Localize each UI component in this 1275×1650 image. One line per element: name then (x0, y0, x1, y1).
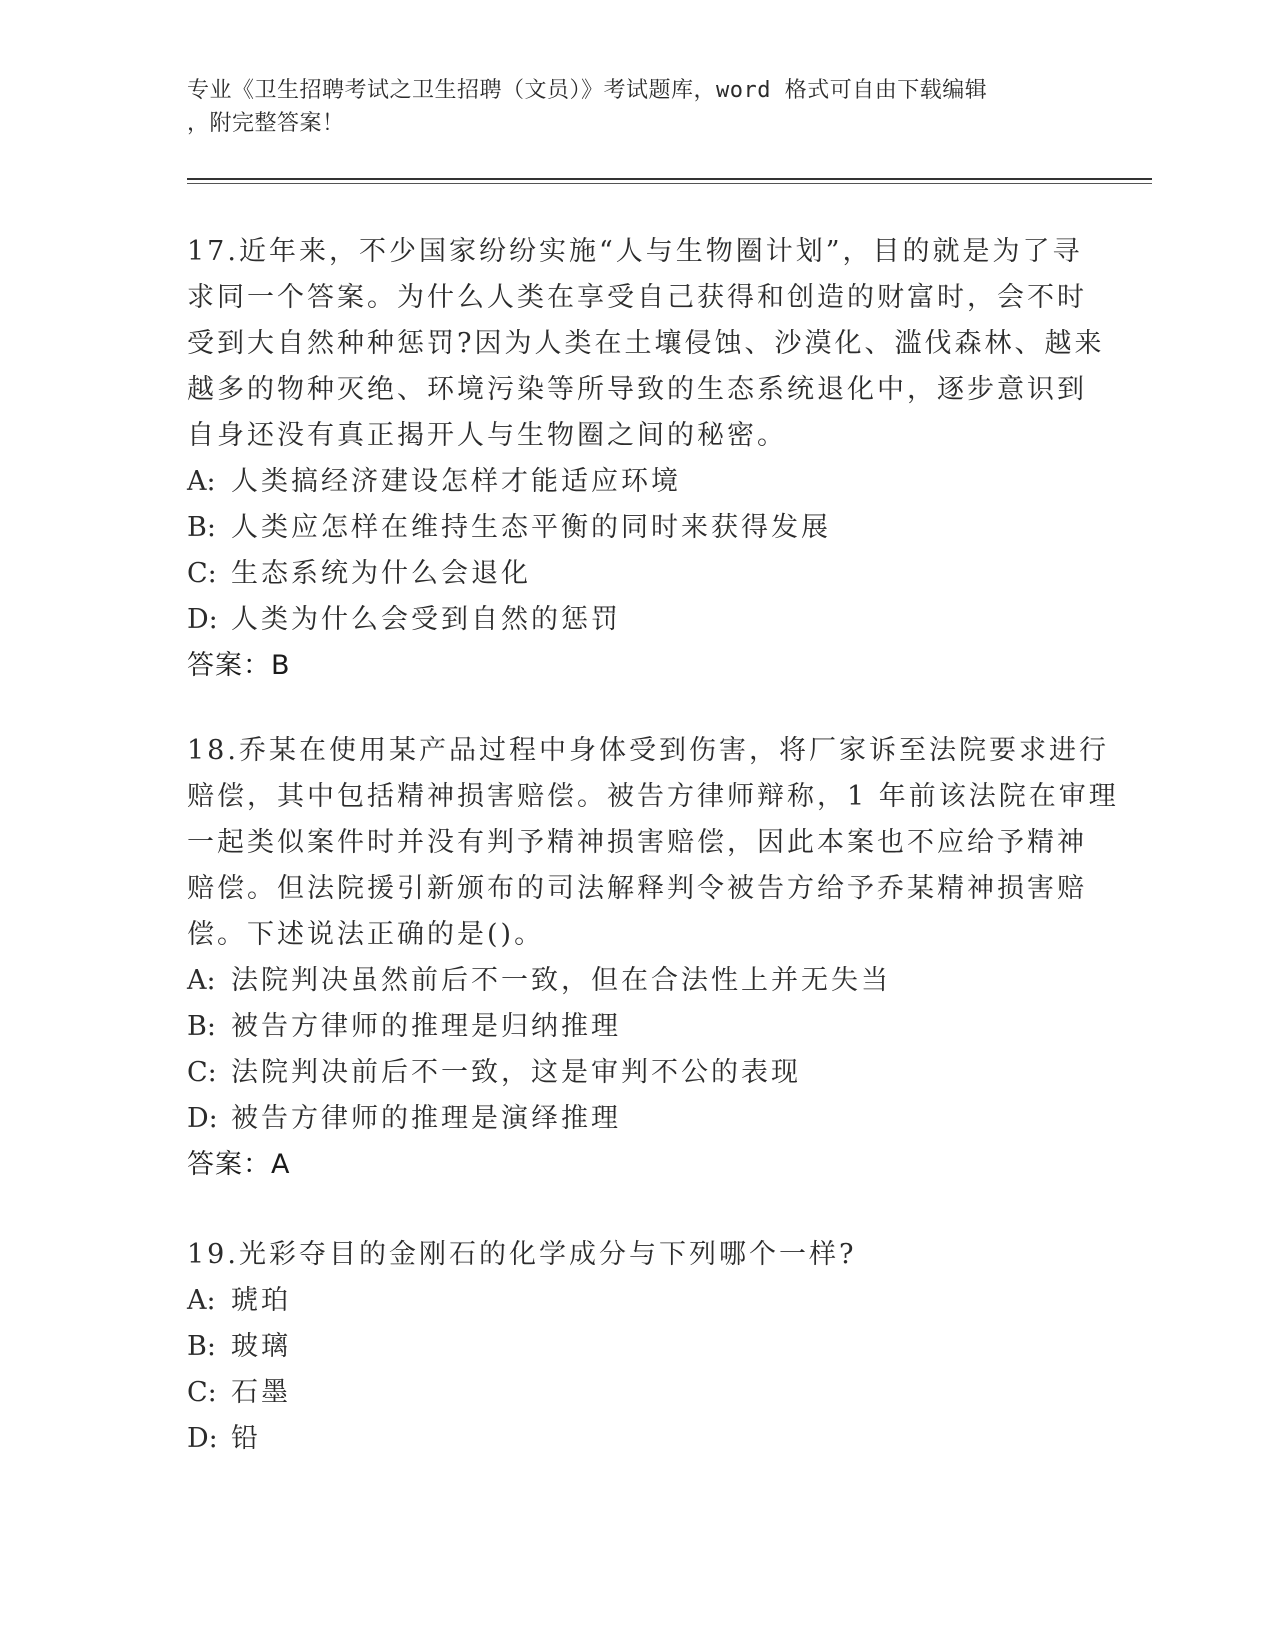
question-text-line: 一起类似案件时并没有判予精神损害赔偿，因此本案也不应给予精神 (187, 827, 1087, 858)
option-text: 被告方律师的推理是归纳推理 (231, 1011, 621, 1042)
question-text-line: 赔偿。但法院援引新颁布的司法解释判令被告方给予乔某精神损害赔 (187, 873, 1087, 904)
option-key: B: (187, 512, 216, 543)
header-divider-thin (187, 183, 1152, 184)
option-key: B: (187, 1331, 216, 1362)
option-text: 人类应怎样在维持生态平衡的同时来获得发展 (231, 512, 831, 543)
option-key: C: (187, 1057, 217, 1088)
question-text-line: 偿。下述说法正确的是()。 (187, 919, 545, 950)
question-18 (187, 728, 1119, 1188)
option-key: B: (187, 1011, 216, 1042)
document-header (187, 74, 1067, 140)
option-a (187, 459, 1087, 505)
option-text: 铅 (231, 1423, 261, 1454)
option-text: 玻璃 (231, 1331, 291, 1362)
header-line-2: ，附完整答案！ (187, 111, 345, 136)
option-d (187, 1416, 1087, 1462)
question-text-line: 17.近年来，不少国家纷纷实施“人与生物圈计划”，目的就是为了寻 (187, 236, 1083, 267)
question-text-line: 18.乔某在使用某产品过程中身体受到伤害，将厂家诉至法院要求进行 (187, 735, 1109, 766)
question-text-line: 自身还没有真正揭开人与生物圈之间的秘密。 (187, 420, 787, 451)
option-text: 人类搞经济建设怎样才能适应环境 (231, 466, 681, 497)
option-text: 琥珀 (231, 1285, 291, 1316)
option-key: C: (187, 558, 217, 589)
option-c (187, 1370, 1087, 1416)
question-17 (187, 229, 1105, 689)
question-text-line: 越多的物种灭绝、环境污染等所导致的生态系统退化中，逐步意识到 (187, 374, 1087, 405)
header-line-1: 专业《卫生招聘考试之卫生招聘（文员）》考试题库，word 格式可自由下载编辑 (187, 78, 988, 103)
option-c (187, 551, 1087, 597)
question-text-line: 赔偿，其中包括精神损害赔偿。被告方律师辩称，1 年前该法院在审理 (187, 781, 1119, 812)
option-d (187, 597, 1087, 643)
question-text-line: 19.光彩夺目的金刚石的化学成分与下列哪个一样? (187, 1239, 857, 1270)
option-b (187, 1324, 1087, 1370)
option-key: D: (187, 1103, 218, 1134)
option-d (187, 1096, 1087, 1142)
question-text-line: 受到大自然种种惩罚?因为人类在土壤侵蚀、沙漠化、滥伐森林、越来 (187, 328, 1105, 359)
option-key: C: (187, 1377, 217, 1408)
option-text: 生态系统为什么会退化 (231, 558, 531, 589)
option-text: 法院判决前后不一致，这是审判不公的表现 (231, 1057, 801, 1088)
header-divider-thick (187, 178, 1152, 180)
question-text-line: 求同一个答案。为什么人类在享受自己获得和创造的财富时，会不时 (187, 282, 1087, 313)
option-key: A: (187, 1285, 216, 1316)
option-text: 被告方律师的推理是演绎推理 (231, 1103, 621, 1134)
option-a (187, 1278, 1087, 1324)
option-c (187, 1050, 1087, 1096)
answer-label: 答案：B (187, 650, 291, 681)
option-key: D: (187, 604, 218, 635)
option-text: 石墨 (231, 1377, 291, 1408)
answer-label: 答案：A (187, 1149, 291, 1180)
option-b (187, 505, 1087, 551)
option-key: A: (187, 965, 216, 996)
question-19 (187, 1232, 1087, 1462)
option-text: 法院判决虽然前后不一致，但在合法性上并无失当 (231, 965, 891, 996)
option-key: D: (187, 1423, 218, 1454)
option-key: A: (187, 466, 216, 497)
option-text: 人类为什么会受到自然的惩罚 (231, 604, 621, 635)
option-a (187, 958, 1087, 1004)
option-b (187, 1004, 1087, 1050)
